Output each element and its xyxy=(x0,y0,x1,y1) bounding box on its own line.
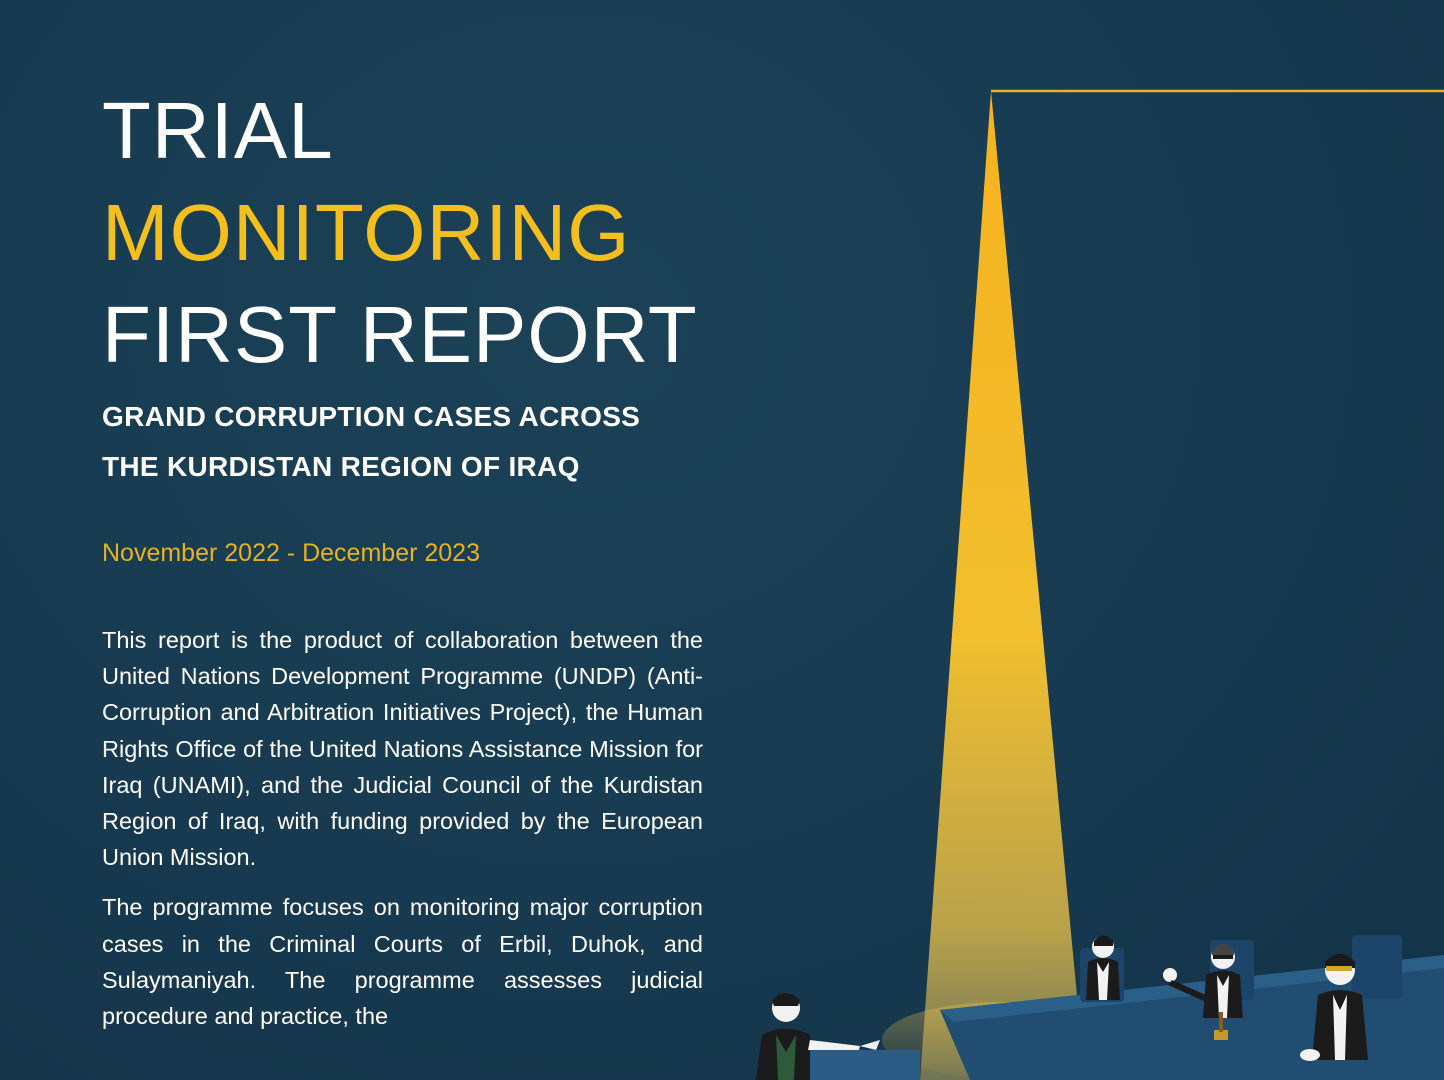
judge-figure-left xyxy=(1086,936,1120,1001)
title-line-first-report: FIRST REPORT xyxy=(102,290,698,379)
subtitle-line-1: GRAND CORRUPTION CASES ACROSS xyxy=(102,401,641,432)
report-date-range: November 2022 - December 2023 xyxy=(102,539,480,567)
report-description xyxy=(102,622,703,1048)
description-paragraph-2: The programme focuses on monitoring major corruption cases in the Criminal Courts of Erbil, Duhok, and Sulaymaniyah. The programme assesses judicial procedure and practice, the xyxy=(102,894,703,1030)
subtitle-line-2: THE KURDISTAN REGION OF IRAQ xyxy=(102,451,580,482)
report-subtitle xyxy=(102,392,742,492)
courtroom-spotlight-illustration xyxy=(740,0,1444,1080)
title-line-trial: TRIAL xyxy=(102,86,334,175)
spotlight-beam xyxy=(882,91,1122,1080)
description-paragraph-1: This report is the product of collaboration between the United Nations Development Programme (UNDP) (Anti-Corruption and Arbitration Initiatives Project), the Human Rights Office of the United Nations Assistance Mission for Iraq (UNAMI), and the Judicial Council of the Kurdistan Region of Iraq, with funding provided by the European Union Mission. xyxy=(102,627,703,871)
title-line-monitoring: MONITORING xyxy=(102,188,631,277)
report-title xyxy=(102,80,742,386)
